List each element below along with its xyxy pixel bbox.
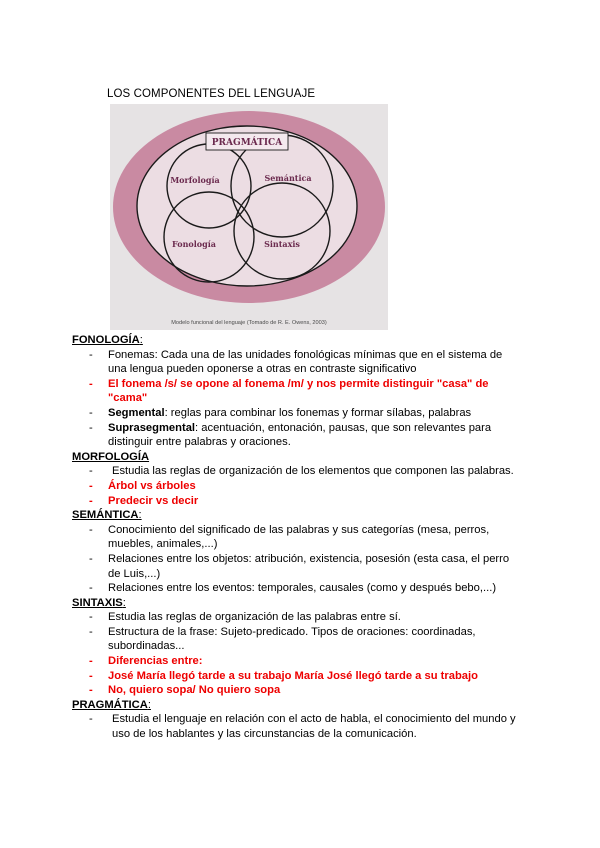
list-item: - Relaciones entre los eventos: temporales, causales (como y después bebo,...) (72, 581, 522, 596)
section-title-morfologia: MORFOLOGÍA (72, 450, 150, 463)
fonologia-list (72, 348, 522, 450)
semantica-list (72, 523, 522, 596)
pragmatica-label: PRAGMÁTICA (211, 138, 283, 148)
list-item: - Estudia las reglas de organización de los elementos que componen las palabras. (72, 464, 522, 479)
list-item: - No, quiero sopa/ No quiero sopa (72, 683, 522, 698)
section-title-fonologia: FONOLOGÍA: (72, 334, 143, 346)
morfologia-label: Morfología (170, 175, 220, 185)
term-suprasegmental: Suprasegmental (108, 421, 196, 434)
list-item: - Predecir vs decir (72, 494, 522, 509)
section-title-semantica: SEMÁNTICA: (72, 509, 142, 522)
list-item: - El fonema /s/ se opone al fonema /m/ y nos permite distinguir "casa" de "cama" (72, 377, 522, 406)
morfologia-list (72, 464, 522, 508)
term-segmental: Segmental (108, 406, 165, 419)
list-item: - Árbol vs árboles (72, 479, 522, 494)
list-item: - Fonemas: Cada una de las unidades fonológicas mínimas que en el sistema de una lengua pueden oponerse a otras en contraste significativo (72, 348, 522, 377)
language-components-diagram (110, 104, 388, 330)
fonologia-label: Fonología (172, 239, 216, 249)
page-title: LOS COMPONENTES DEL LENGUAJE (107, 88, 316, 100)
list-item: - Estudia las reglas de organización de las palabras entre sí. (72, 610, 522, 625)
section-title-sintaxis: SINTAXIS: (72, 596, 126, 609)
document-body (72, 333, 522, 742)
pragmatica-list (72, 712, 522, 741)
section-title-pragmatica: PRAGMÁTICA: (72, 698, 151, 711)
diagram-caption: Modelo funcional del lenguaje (Tomado de R. E. Owens, 2003) (171, 320, 327, 326)
list-item: - Suprasegmental: acentuación, entonación, pausas, que son relevantes para distinguir entre palabras y oraciones. (72, 421, 522, 450)
sintaxis-list (72, 610, 522, 698)
list-item: - Conocimiento del significado de las palabras y sus categorías (mesa, perros, muebles, animales,...) (72, 523, 522, 552)
semantica-label: Semántica (264, 173, 312, 183)
list-item: - Diferencias entre: (72, 654, 522, 669)
list-item: - Estructura de la frase: Sujeto-predicado. Tipos de oraciones: coordinadas, subordinadas... (72, 625, 522, 654)
list-item: - Segmental: reglas para combinar los fonemas y formar sílabas, palabras (72, 406, 522, 421)
list-item: - Relaciones entre los objetos: atribución, existencia, posesión (esta casa, el perro de Luis,...) (72, 552, 522, 581)
sintaxis-label: Sintaxis (264, 239, 300, 249)
list-item: - Estudia el lenguaje en relación con el acto de habla, el conocimiento del mundo y uso de los hablantes y las circunstancias de la comunicación. (72, 712, 522, 741)
list-item: - José María llegó tarde a su trabajo María José llegó tarde a su trabajo (72, 669, 522, 684)
